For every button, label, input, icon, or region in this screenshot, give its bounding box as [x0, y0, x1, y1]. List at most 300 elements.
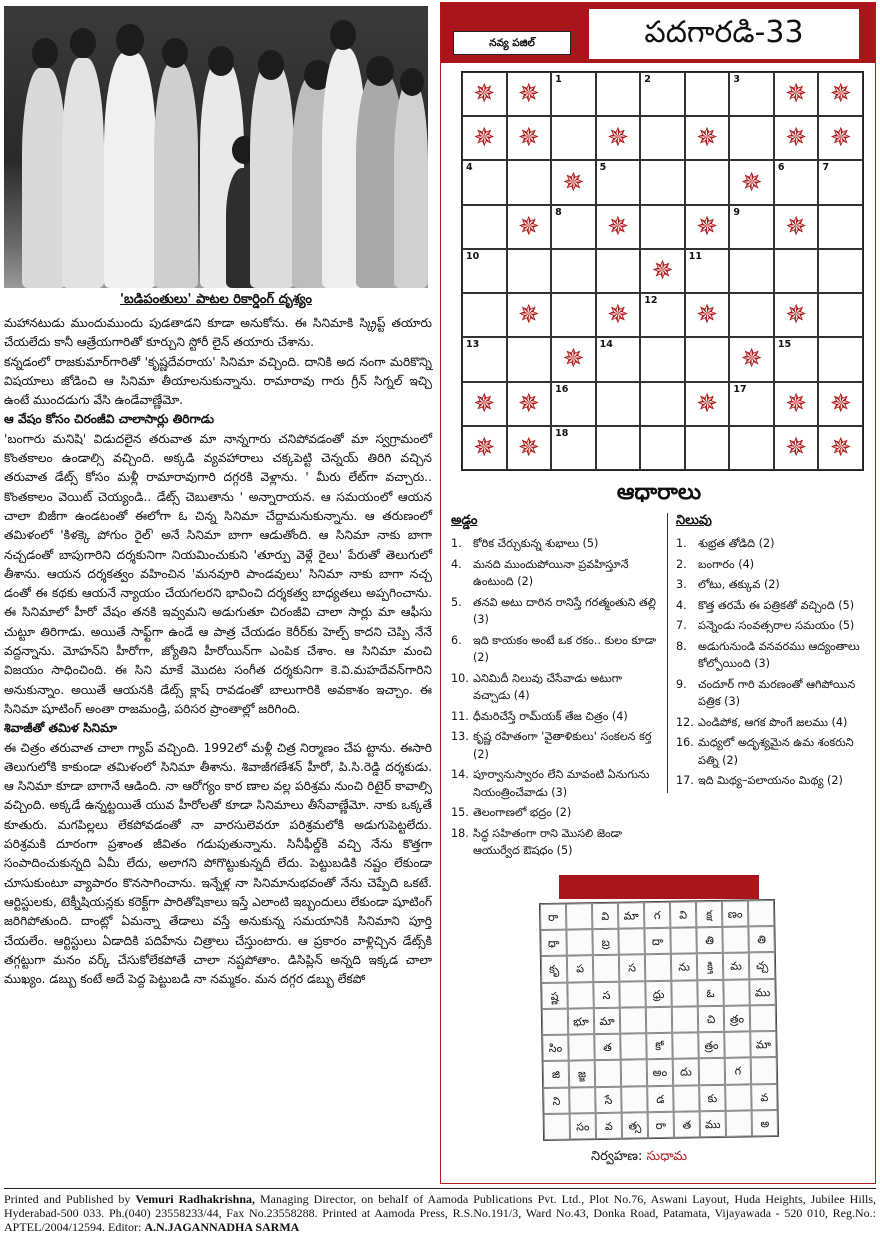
down-clue	[676, 676, 871, 711]
answer-cell	[595, 1060, 621, 1087]
clue-text: కృష్ణ రహితంగా 'వైతాళికులు' సంకలన కర్త (2)	[473, 730, 652, 761]
answer-cell	[569, 1087, 595, 1114]
grid-cell[interactable]	[596, 426, 641, 470]
clue-text: తనవి అటు దారిన రానిస్తే గరత్మంతుని తల్లి (3)	[473, 595, 656, 626]
answer-cell: త్స	[622, 1112, 648, 1139]
answer-cell	[723, 979, 749, 1006]
clues-title: ఆధారాలు	[616, 480, 702, 505]
answer-cell: తి	[748, 926, 774, 953]
clue-text: ఇది కాయకం అంటే ఒక రకం.. కులం కూడా (2)	[473, 633, 657, 664]
blocked-cell	[640, 249, 685, 293]
answer-cell: వ	[751, 1083, 777, 1110]
star-icon: ✵	[607, 123, 629, 154]
answer-cell: ప	[567, 956, 593, 983]
blocked-cell	[596, 293, 641, 337]
clue-index: 5.	[451, 595, 462, 609]
clue-index: 15.	[451, 806, 469, 819]
answer-cell: జ్జ	[569, 1060, 595, 1087]
puzzle-panel	[440, 2, 876, 1184]
answer-cell: రా	[648, 1112, 674, 1139]
article-subheading: శివాజీతో తమిళ సినిమా	[4, 721, 117, 736]
footer-publisher: Vemuri Radhakrishna,	[135, 1192, 255, 1206]
grid-cell[interactable]	[507, 249, 552, 293]
answer-cell: చి	[698, 1006, 724, 1033]
answer-cell	[726, 1110, 752, 1137]
answer-cell: మా	[594, 1008, 620, 1035]
answer-cell	[619, 981, 645, 1008]
answer-cell	[544, 1113, 570, 1140]
star-icon: ✵	[517, 432, 540, 463]
answer-cell	[618, 928, 644, 955]
blocked-cell	[507, 116, 552, 160]
grid-cell[interactable]	[729, 116, 774, 160]
answer-cell	[620, 1033, 646, 1060]
answer-cell: కో	[646, 1033, 672, 1060]
answer-cell: స	[593, 981, 619, 1008]
grid-cell[interactable]	[729, 249, 774, 293]
grid-cell[interactable]	[685, 72, 730, 116]
down-clue	[676, 535, 871, 553]
grid-cell[interactable]	[729, 426, 774, 470]
grid-cell[interactable]	[640, 426, 685, 470]
puzzle-title: పదగారడి-33	[589, 9, 859, 59]
clue-text: బంగారం (4)	[698, 557, 755, 571]
clue-index: 17.	[676, 774, 694, 787]
grid-cell[interactable]	[774, 160, 819, 204]
blocked-cell	[596, 116, 641, 160]
grid-cell[interactable]	[596, 160, 641, 204]
answer-cell: క్తి	[697, 953, 723, 980]
answer-cell: ఓ	[697, 980, 723, 1007]
clue-number: 9	[733, 206, 740, 218]
answer-cell: గ	[725, 1058, 751, 1085]
answer-cell: కృ	[541, 956, 567, 983]
grid-cell[interactable]	[551, 293, 596, 337]
blocked-cell	[551, 337, 596, 381]
grid-cell[interactable]	[640, 293, 685, 337]
answer-cell: త్రం	[724, 1005, 750, 1032]
answer-cell	[725, 1084, 751, 1111]
blocked-cell	[462, 116, 507, 160]
star-icon: ✵	[473, 388, 496, 419]
clue-text: కోరిక చేర్చుకున్న శుభాలు (5)	[473, 537, 599, 550]
clue-number: 17	[733, 383, 747, 395]
grid-cell[interactable]	[462, 160, 507, 204]
answer-cell: తి	[696, 927, 722, 954]
clue-index: 6.	[451, 633, 462, 647]
down-clues	[667, 513, 871, 793]
clue-index: 12.	[676, 715, 694, 729]
answer-cell	[593, 955, 619, 982]
blocked-cell	[596, 205, 641, 249]
answer-cell	[645, 954, 671, 981]
star-icon: ✵	[785, 123, 808, 154]
down-clue	[676, 617, 871, 635]
star-icon: ✵	[473, 123, 496, 154]
star-icon: ✵	[607, 211, 629, 242]
answer-cell	[567, 982, 593, 1009]
star-icon: ✵	[740, 344, 763, 375]
blocked-cell	[774, 116, 819, 160]
clue-number: 6	[777, 162, 785, 174]
down-clue	[676, 638, 871, 673]
across-clue	[451, 825, 659, 860]
down-title: నిలువు	[676, 513, 712, 528]
clue-text: ఇది మిథ్య–పలాయనం మిథ్య (2)	[698, 774, 843, 787]
answer-cell: ష్ణ	[541, 982, 567, 1009]
grid-cell[interactable]	[774, 337, 819, 381]
star-icon: ✵	[829, 432, 852, 463]
clue-index: 18.	[451, 826, 469, 840]
clue-number: 11	[688, 250, 702, 262]
answer-cell: బ్ర	[592, 929, 618, 956]
star-icon: ✵	[651, 255, 674, 286]
grid-cell[interactable]	[596, 249, 641, 293]
blocked-cell	[507, 426, 552, 470]
answer-cell: దు	[673, 1059, 699, 1086]
across-clue	[451, 708, 659, 726]
clue-number: 12	[644, 295, 658, 307]
across-clue	[451, 728, 659, 763]
clue-number: 10	[466, 250, 480, 262]
grid-cell[interactable]	[640, 72, 685, 116]
clue-number: 8	[555, 206, 562, 218]
answer-cell: క్ష	[696, 901, 722, 928]
grid-cell[interactable]	[640, 382, 685, 426]
clue-text: ఎండిపోక, ఆగక పొంగే జలము (4)	[698, 715, 848, 729]
clue-index: 16.	[676, 736, 694, 749]
grid-cell[interactable]	[729, 293, 774, 337]
recording-photo	[4, 6, 428, 288]
clue-index: 7.	[676, 619, 687, 632]
clue-index: 14.	[451, 768, 469, 781]
answer-cell: త	[674, 1111, 700, 1138]
answer-cell: వ	[596, 1112, 622, 1139]
clue-number: 3	[733, 74, 740, 85]
answer-cell: మ	[723, 953, 749, 980]
clue-text: సిద్ధ సహితంగా రాని మొసలి జెండా ఆయుర్వేద ఔషధం (5)	[473, 826, 623, 857]
grid-cell[interactable]	[685, 160, 730, 204]
grid-cell[interactable]	[462, 337, 507, 381]
grid-cell[interactable]	[818, 205, 863, 249]
clue-text: కొత్త తరమే ఈ పత్రికతో వచ్చింది (5)	[698, 598, 855, 612]
clue-text: మధ్యలో అదృశ్యమైన ఉమ శంకరుని పత్ని (2)	[698, 736, 854, 767]
grid-cell[interactable]	[729, 382, 774, 426]
answer-cell: మా	[618, 902, 644, 929]
answer-cell	[751, 1057, 777, 1084]
blocked-cell	[685, 116, 730, 160]
star-icon: ✵	[473, 432, 496, 463]
clue-number: 16	[555, 383, 569, 395]
clue-number: 4	[466, 162, 473, 174]
clue-text: శుభ్రత తోడిది (2)	[698, 537, 775, 550]
grid-cell[interactable]	[551, 205, 596, 249]
down-clue	[676, 597, 871, 615]
star-icon: ✵	[696, 211, 718, 242]
footer-editor: A.N.JAGANNADHA SARMA	[144, 1220, 300, 1234]
clue-text: పూర్వానుస్వారం లేని మావంటి ఏనుగును నియంత్రించేవాడు (3)	[473, 768, 650, 799]
blocked-cell	[818, 426, 863, 470]
article-paragraph: కన్నడంలో రాజకుమార్‌గారితో 'కృష్ణదేవరాయ' సినిమా వచ్చింది. దానికి అద నంగా మరికొన్ని విషయాలు జోడించి ఆ సినిమా తీయాలనుకున్నాను. రామారావు గారు గ్రీన్ సిగ్నల్ ఇచ్చి ఉంటే ముందడుగు వేసి ఉండేవాణ్ణేమో.	[4, 354, 432, 408]
clue-index: 2.	[676, 557, 687, 571]
grid-cell[interactable]	[685, 426, 730, 470]
answer-cell	[672, 1006, 698, 1033]
clue-index: 9.	[676, 677, 687, 691]
answer-bar	[559, 875, 759, 899]
star-icon: ✵	[562, 167, 585, 198]
answer-cell: గ	[644, 902, 670, 929]
star-icon: ✵	[562, 344, 585, 375]
grid-cell[interactable]	[685, 337, 730, 381]
grid-cell[interactable]	[596, 382, 641, 426]
answer-cell: జి	[543, 1061, 569, 1088]
star-icon: ✵	[696, 123, 718, 154]
grid-cell[interactable]	[640, 160, 685, 204]
answer-cell: స	[619, 955, 645, 982]
clue-text: ధీమరిచేస్తే రామ్‌యక్ తేజ చిత్రం (4)	[473, 709, 628, 723]
answer-cell	[566, 903, 592, 930]
photo-caption: 'బడిపంతులు' పాటల రికార్డింగ్ దృశ్యం	[120, 292, 312, 307]
footer-mid: Managing Director, on behalf of Aamoda Publications Pvt. Ltd., Plot No.76, Aswani Layout, Huda Heights, Jubilee Hills, Hyderabad-500 033. Ph.(040) 23558233/44, Fax No.23558288. Printed at Aamoda Press, R.S.No.191/3, Ward No.43, Donka Road, Patamata, Vijayawada - 520 010, Reg.No.: APTEL/2004/12594. Editor:	[4, 1192, 877, 1234]
clue-index: 11.	[451, 709, 469, 723]
clue-text: లోటు, తక్కువ (2)	[698, 578, 780, 591]
answer-grid	[539, 899, 779, 1141]
grid-cell[interactable]	[685, 249, 730, 293]
clue-number: 7	[822, 162, 830, 174]
blocked-cell	[462, 72, 507, 116]
blocked-cell	[818, 72, 863, 116]
blocked-cell	[774, 382, 819, 426]
answer-cell: చ్చ	[749, 952, 775, 979]
answer-cell: దా	[644, 928, 670, 955]
answer-cell	[671, 980, 697, 1007]
star-icon: ✵	[785, 432, 808, 463]
clue-index: 1.	[451, 537, 462, 550]
answer-cell: ధ్రు	[645, 980, 671, 1007]
grid-cell[interactable]	[774, 249, 819, 293]
clue-number: 2	[644, 74, 651, 85]
answer-cell: ని	[543, 1087, 569, 1114]
grid-cell[interactable]	[462, 249, 507, 293]
across-clue	[451, 632, 659, 667]
star-icon: ✵	[829, 123, 852, 154]
answer-cell: సిం	[542, 1035, 568, 1062]
down-clue	[676, 714, 871, 732]
answer-cell	[670, 928, 696, 955]
clue-number: 18	[555, 427, 569, 439]
answer-cell: డ	[647, 1085, 673, 1112]
blocked-cell	[774, 426, 819, 470]
answer-cell	[750, 1005, 776, 1032]
across-title: అడ్డం	[451, 513, 478, 528]
star-icon: ✵	[785, 388, 808, 419]
across-clue	[451, 594, 659, 629]
blocked-cell	[818, 382, 863, 426]
answer-cell: భూ	[568, 1008, 594, 1035]
star-icon: ✵	[517, 388, 540, 419]
blocked-cell	[774, 72, 819, 116]
down-clue	[676, 734, 871, 769]
crossword-grid	[461, 71, 864, 471]
answer-cell: ధా	[540, 930, 566, 957]
blocked-cell	[685, 293, 730, 337]
compiler-label: నిర్వహణ:	[591, 1149, 643, 1164]
clue-number: 5	[599, 162, 607, 174]
grid-cell[interactable]	[640, 116, 685, 160]
clue-number: 15	[777, 339, 792, 351]
star-icon: ✵	[785, 211, 808, 242]
clue-text: పన్నెండు సంవత్సరాల సమయం (5)	[698, 619, 855, 632]
compiler-credit	[591, 1149, 687, 1167]
clue-text: అడుగునుండి వనవరము ఆద్యంతాలు కోల్పోయింది (3)	[698, 639, 860, 670]
answer-cell	[672, 1032, 698, 1059]
answer-cell: ణం	[722, 900, 748, 927]
answer-cell	[620, 1007, 646, 1034]
answer-cell: ము	[749, 979, 775, 1006]
answer-cell	[722, 927, 748, 954]
star-icon: ✵	[517, 123, 540, 154]
answer-cell: అ	[752, 1110, 778, 1137]
grid-cell[interactable]	[818, 337, 863, 381]
blocked-cell	[507, 72, 552, 116]
grid-cell[interactable]	[551, 426, 596, 470]
answer-cell: కు	[699, 1084, 725, 1111]
answer-cell: ము	[700, 1111, 726, 1138]
answer-cell	[724, 1032, 750, 1059]
clue-index: 4.	[676, 598, 687, 612]
grid-cell[interactable]	[729, 72, 774, 116]
blocked-cell	[462, 382, 507, 426]
clue-text: మనది ముందుపోయినా ప్రవహిస్తూనే ఉంటుంది (2)	[473, 557, 629, 588]
grid-cell[interactable]	[596, 72, 641, 116]
star-icon: ✵	[517, 211, 540, 242]
down-clue	[676, 556, 871, 574]
blocked-cell	[729, 337, 774, 381]
grid-cell[interactable]	[507, 160, 552, 204]
answer-cell: ను	[671, 954, 697, 981]
star-icon: ✵	[696, 300, 718, 331]
clue-index: 4.	[451, 557, 462, 571]
grid-cell[interactable]	[596, 337, 641, 381]
star-icon: ✵	[473, 79, 496, 110]
across-clues	[451, 513, 659, 863]
grid-cell[interactable]	[818, 293, 863, 337]
blocked-cell	[507, 205, 552, 249]
clue-index: 3.	[676, 578, 687, 591]
star-icon: ✵	[829, 388, 852, 419]
down-clue	[676, 576, 871, 594]
blocked-cell	[507, 293, 552, 337]
blocked-cell	[685, 382, 730, 426]
answer-cell	[566, 929, 592, 956]
across-clue	[451, 556, 659, 591]
clue-index: 8.	[676, 639, 687, 653]
down-clue	[676, 772, 871, 790]
star-icon: ✵	[785, 79, 808, 110]
grid-cell[interactable]	[729, 205, 774, 249]
article-paragraph: 'బంగారు మనిషి' విడుదలైన తరువాత మా నాన్నగారు చనిపోవడంతో మా స్వగ్రామంలో కొంతకాలం ఉండాల్సి వచ్చింది. అక్కడి వ్యవహారాలు చక్కపెట్టి చెన్నయ్ తిరిగి వచ్చిన తరువాత డేట్స్ కోసం మళ్లీ రామారావుగారి దగ్గరకి వెళ్లాను. ' మీరు లేట్‌గా వచ్చారు.. కొంతకాలం వెయిట్ చెయ్యండి.. డేట్స్ చెబుతాను ' అన్నారాయన. ఆ సమయంలో ఆయన చాలా బిజీగా ఉండటంతో ఈలోగా ఓ చిన్న సినిమా చేద్దామనుకున్నాను. ఆ తరుణంలో తమిళంలో 'కిళక్కె పోగుం రైల్' అనే సినిమా బాగా ఆడుతోంది. ఆ సినిమా నాకు బాగా నచ్చడంతో బాపుగారిని దర్శకునిగా నియమించుకుని 'తూర్పు వెళ్లే రైలు' పేరుతో తెలుగులో తీశాను. ఆయన దర్శకత్వం వహించిన 'మనవూరి పాండవులు' సినిమా నాకు బాగా నచ్చ డంతో ఈ కథకు ఆయనే న్యాయం చేయగలరని భావించి దర్శకత్వ బాధ్యతలు అప్పగించాను. ఈ సినిమాలో హీరో వేషం తనకి ఇవ్వమని అడుగుతూ చిరంజీవి చాలా సార్లు మా ఆఫీసు చుట్టూ తిరిగాడు. అయితే సాఫ్ట్‌గా ఉండే ఆ పాత్ర చేయడం కెరీర్‌కు హెల్ప్ కాదని చెప్పి నేనే వద్దన్నాను. మోహన్‌ని హీరోగా, జ్యోతిని హీరోయిన్‌గా ఎంపిక చేశాం. ఆ సినిమా మంచి విజయం సాధించింది. ఈ సిని మాకే మొదట సంగీత దర్శకునిగా కె.వి.మహదేవన్‌గారిని అనుకున్నాం. అయితే ఆయనకి డేట్స్ క్లాష్ రావడంతో బాలుగారికి అవకాశం ఇచ్చాం. ఈ సినిమా షూటింగ్ అంతా రాజమండ్రి, పరిసర ప్రాంతాల్లో జరిగింది.	[4, 431, 432, 716]
answer-cell: వి	[670, 901, 696, 928]
answer-cell: త	[594, 1034, 620, 1061]
footer-pre: Printed and Published by	[4, 1192, 136, 1206]
grid-cell[interactable]	[818, 160, 863, 204]
article-paragraph: మహానటుడు ముందుముందు పుడతాడని కూడా అనుకోను. ఈ సినిమాకి స్క్రిప్ట్ తయారు చేయలేదు కానీ ఆత్రేయగారితో కూర్చుని స్టోరీ లైన్ తయారు చేశాను.	[4, 316, 432, 350]
blocked-cell	[774, 293, 819, 337]
star-icon: ✵	[829, 79, 852, 110]
grid-cell[interactable]	[551, 382, 596, 426]
blocked-cell	[507, 382, 552, 426]
answer-cell: అం	[647, 1059, 673, 1086]
answer-cell: త్రం	[698, 1032, 724, 1059]
imprint-footer	[4, 1188, 876, 1246]
clue-text: తెలంగాణలో భద్రం (2)	[473, 806, 572, 819]
blocked-cell	[551, 160, 596, 204]
answer-cell: రా	[540, 904, 566, 931]
across-clue	[451, 804, 659, 822]
blocked-cell	[729, 160, 774, 204]
answer-cell	[748, 900, 774, 927]
star-icon: ✵	[607, 300, 629, 331]
clue-index: 1.	[676, 537, 687, 550]
grid-cell[interactable]	[462, 293, 507, 337]
across-clue	[451, 670, 659, 705]
blocked-cell	[685, 205, 730, 249]
blocked-cell	[462, 426, 507, 470]
star-icon: ✵	[785, 300, 808, 331]
grid-cell[interactable]	[551, 116, 596, 160]
blocked-cell	[818, 116, 863, 160]
star-icon: ✵	[517, 79, 540, 110]
clue-number: 1	[555, 74, 562, 85]
grid-cell[interactable]	[640, 205, 685, 249]
answer-cell	[621, 1060, 647, 1087]
grid-cell[interactable]	[507, 337, 552, 381]
puzzle-tag: నవ్య పజిల్	[453, 31, 571, 55]
answer-cell: సే	[595, 1086, 621, 1113]
star-icon: ✵	[696, 388, 718, 419]
answer-cell	[646, 1007, 672, 1034]
star-icon: ✵	[740, 167, 763, 198]
clue-text: చందూర్ గారి మరణంతో ఆగిపోయిన పత్రిక (3)	[698, 677, 856, 708]
answer-cell: సం	[570, 1113, 596, 1140]
grid-cell[interactable]	[640, 337, 685, 381]
answer-cell	[621, 1086, 647, 1113]
grid-cell[interactable]	[462, 205, 507, 249]
blocked-cell	[774, 205, 819, 249]
puzzle-header	[441, 3, 875, 63]
clue-index: 10.	[451, 671, 469, 685]
across-clue	[451, 766, 659, 801]
compiler-name: సుధామ	[646, 1149, 687, 1164]
article-paragraph: ఈ చిత్రం తరువాత చాలా గ్యాప్ వచ్చింది. 1992లో మళ్లీ చిత్ర నిర్మాణం చేప ట్టాను. ఈసారి తెలుగులోకి కాకుండా తమిళంలో సినిమా తీశాను. శివాజీగణేశన్ హీరో, పి.సి.రెడ్డి దర్శకుడు. ఆ సినిమా కూడా బాగానే ఆడింది. నా ఆరోగ్యం కార ణాల వల్ల పరిశ్రమ నుంచి రిటైర్ కావాల్సి వచ్చింది. అక్కడే ఉన్నట్టయితే యువ హీరోలతో కూడా సినిమాలు తీసేవాణ్ణేమో. నాకు ఒక్కతే కూతురు. మగపిల్లలు లేకపోవడంతో నా వారసులెవరూ పరిశ్రమలోకి అడుగుపెట్టలేదు. పరిశ్రమకి దూరంగా ప్రశాంత జీవితం గడుపుతున్నాను. సినీఫీల్డ్‌కి వచ్చి నేను కొత్తగా సంపాదించుకున్నది ఏమీ లేదు, అలాగని పోగొట్టుకున్నదీ లేదు. పెట్టుబడికి నష్టం లేకుండా చూసుకుంటూ వ్యాపారం కొనసాగించాను. ఇన్నేళ్ల నా సినిమానుభవంతో నేను చెప్పేది ఒకటే. ఆర్టిస్టులకు, టెక్నీషియన్లకు కరెక్ట్‌గా పారితోషికాలు ఇస్తే ఎలాంటి ఇబ్బందులు లేకుండా షూటింగ్ జరిగిపోతుంది. దాంట్లో ఏమన్నా తేడాలు వస్తే అనుకున్న సమయానికి సినిమాని పూర్తి చేయలేం. ఆర్టిస్టులు ఏడాదికి పదిహేను చిత్రాలు చేస్తుంటారు. ఆ ప్రకారం వాళ్లిచ్చిన డేట్స్‌కి తగ్గట్టుగా మనం వర్క్ చేసుకోలేకపోతే చాలా నష్టపోతాం. డిసిప్లిన్ అన్నది ఇక్కడ చాలా ముఖ్యం. డబ్బు కంటే అదే పెద్ద పెట్టుబడి నా నమ్మకం. మన దగ్గర డబ్బు లేకపో	[4, 740, 432, 987]
answer-cell	[542, 1008, 568, 1035]
answer-cell	[699, 1058, 725, 1085]
answer-cell: మా	[750, 1031, 776, 1058]
grid-cell[interactable]	[818, 249, 863, 293]
grid-cell[interactable]	[551, 249, 596, 293]
grid-cell[interactable]	[551, 72, 596, 116]
star-icon: ✵	[517, 300, 540, 331]
article-body	[4, 314, 432, 989]
clue-number: 14	[599, 339, 613, 351]
clue-text: ఎనిమిదీ నిలువు చేసేవాడు అటుగా వచ్చాడు (4)	[473, 671, 623, 702]
article-subheading: ఆ వేషం కోసం చిరంజీవి చాలాసార్లు తిరిగాడు	[4, 412, 214, 427]
answer-cell	[673, 1085, 699, 1112]
answer-cell	[568, 1034, 594, 1061]
clue-index: 13.	[451, 730, 469, 743]
answer-cell: వి	[592, 903, 618, 930]
across-clue	[451, 535, 659, 553]
